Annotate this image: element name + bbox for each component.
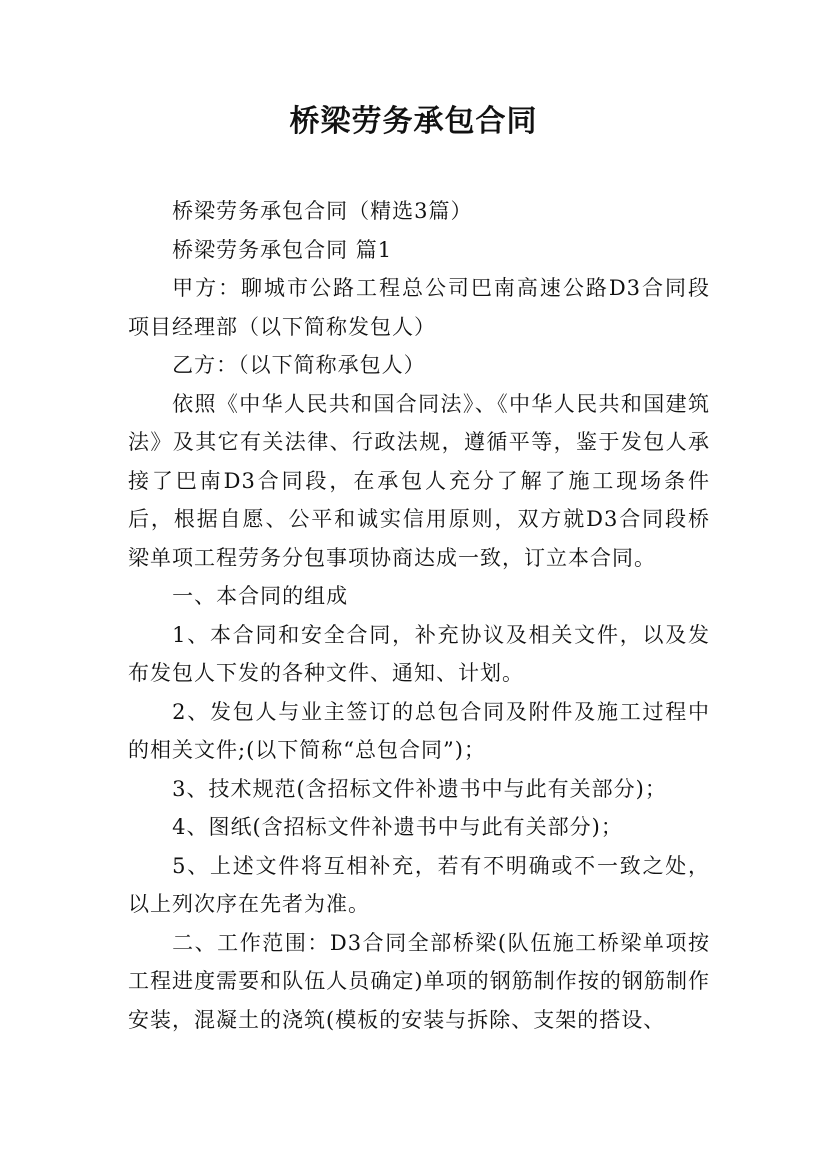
- paragraph-party-a: 甲方：聊城市公路工程总公司巴南高速公路D3合同段项目经理部（以下简称发包人）: [128, 276, 710, 339]
- paragraph-item-1: 1、本合同和安全合同，补充协议及相关文件，以及发布发包人下发的各种文件、通知、计划。: [128, 622, 710, 685]
- paragraph-item-3: 3、技术规范(含招标文件补遗书中与此有关部分)；: [172, 776, 667, 801]
- paragraph-clause-2: 二、工作范围：D3合同全部桥梁(队伍施工桥梁单项按工程进度需要和队伍人员确定)单项的钢筋制作按的钢筋制作安装，混凝土的浇筑(模板的安装与拆除、支架的搭设、: [128, 930, 710, 1032]
- paragraph-party-b: 乙方：（以下简称承包人）: [172, 353, 426, 377]
- document-body: [128, 192, 710, 1039]
- paragraph-subtitle: 桥梁劳务承包合同（精选3篇）: [172, 199, 473, 223]
- document-title: 桥梁劳务承包合同: [289, 104, 538, 139]
- paragraph-item-4: 4、图纸(含招标文件补遗书中与此有关部分)；: [172, 815, 623, 839]
- paragraph-clause-heading-1: 一、本合同的组成: [172, 584, 349, 608]
- paragraph-section-heading: 桥梁劳务承包合同 篇1: [172, 237, 393, 262]
- paragraph-item-5: 5、上述文件将互相补充，若有不明确或不一致之处，以上列次序在先者为准。: [128, 853, 710, 916]
- paragraph-item-2: 2、发包人与业主签订的总包合同及附件及施工过程中的相关文件;(以下简称“总包合同”)；: [128, 699, 710, 762]
- paragraph-preamble: 依照《中华人民共和国合同法》、《中华人民共和国建筑法》及其它有关法律、行政法规，遵循平等，鉴于发包人承接了巴南D3合同段，在承包人充分了解了施工现场条件后，根据自愿、公平和诚实信用原则，双方就D3合同段桥梁单项工程劳务分包事项协商达成一致，订立本合同。: [128, 391, 710, 570]
